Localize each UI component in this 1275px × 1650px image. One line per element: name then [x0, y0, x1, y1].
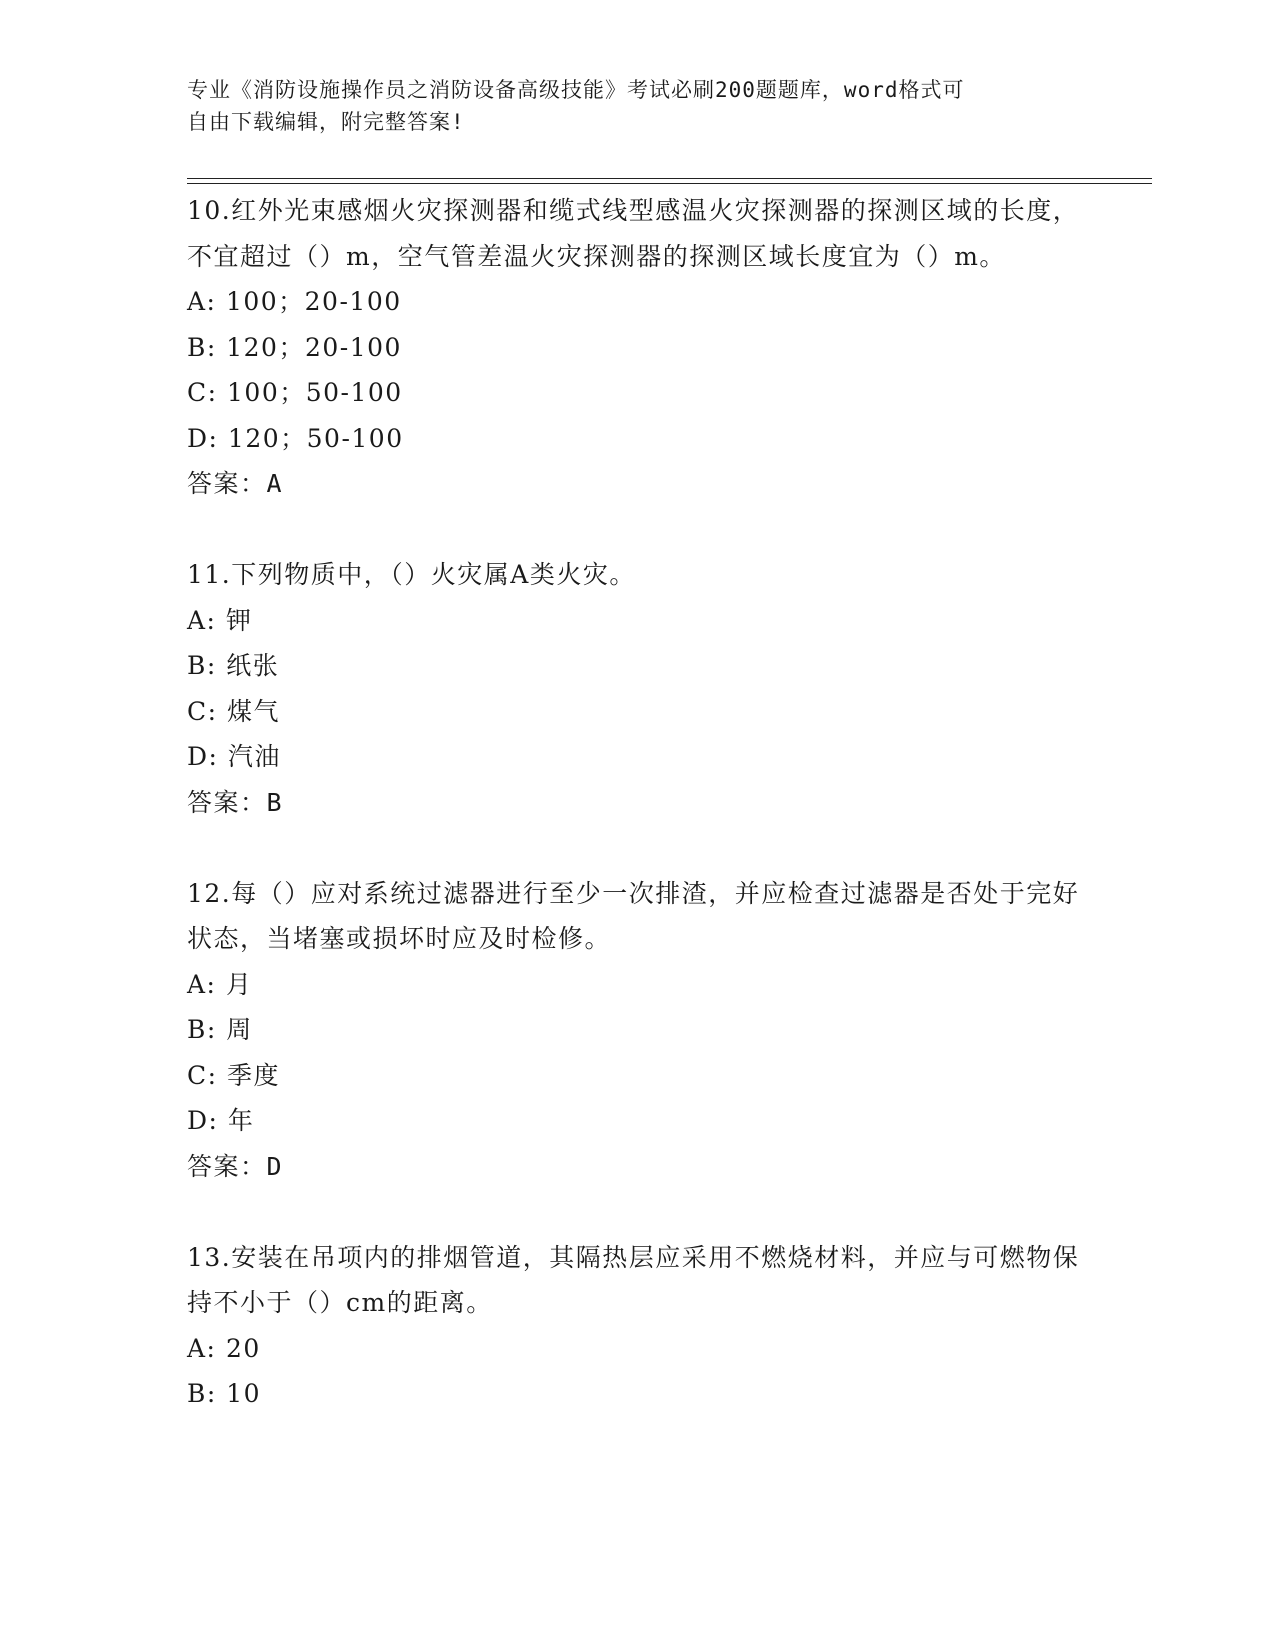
option-label: B:	[187, 1015, 217, 1044]
option-text: 季度	[227, 1060, 281, 1090]
header-line-2: 自由下载编辑，附完整答案!	[187, 110, 465, 134]
option-label: A:	[187, 287, 217, 316]
option-text: 年	[227, 1106, 255, 1135]
question-10	[187, 188, 1087, 507]
option-label: B:	[187, 332, 217, 362]
option-text: 20	[225, 1333, 261, 1363]
option-text: 100；50-100	[227, 378, 403, 407]
answer-label: 答案：	[187, 787, 267, 817]
question-12	[187, 871, 1087, 1190]
option-text: 10	[226, 1379, 262, 1408]
answer-value: D	[266, 1151, 284, 1181]
option-c	[187, 370, 1087, 416]
option-a	[187, 598, 1087, 644]
option-a	[187, 1326, 1087, 1372]
option-b	[187, 1007, 1087, 1053]
option-text: 煤气	[227, 696, 281, 726]
option-d	[187, 416, 1087, 462]
option-label: C:	[187, 1060, 218, 1090]
answer-value: B	[266, 787, 284, 817]
option-d	[187, 1098, 1087, 1144]
option-text: 钾	[225, 605, 253, 635]
option-c	[187, 1053, 1087, 1099]
option-label: B:	[187, 1379, 217, 1408]
header-divider-bottom	[187, 183, 1152, 184]
document-header	[187, 74, 1067, 138]
answer-line	[187, 780, 1087, 826]
answer-label: 答案：	[187, 1151, 267, 1181]
option-label: A:	[187, 605, 217, 635]
option-label: D:	[187, 742, 219, 771]
question-11	[187, 552, 1087, 825]
option-label: C:	[187, 378, 218, 407]
option-d	[187, 734, 1087, 780]
question-text: 12.每（）应对系统过滤器进行至少一次排渣，并应检查过滤器是否处于完好状态，当堵塞或损坏时应及时检修。	[187, 878, 1080, 953]
spacer	[187, 507, 1087, 553]
answer-line	[187, 1144, 1087, 1190]
option-label: D:	[187, 423, 219, 453]
question-13	[187, 1235, 1087, 1417]
option-text: 100；20-100	[225, 287, 402, 316]
option-label: D:	[187, 1106, 219, 1135]
option-a	[187, 279, 1087, 325]
option-text: 汽油	[227, 742, 281, 771]
option-a	[187, 962, 1087, 1008]
option-text: 纸张	[226, 651, 280, 680]
option-label: A:	[187, 1333, 217, 1363]
answer-label: 答案：	[187, 469, 267, 498]
question-text: 10.红外光束感烟火灾探测器和缆式线型感温火灾探测器的探测区域的长度，不宜超过（）m，空气管差温火灾探测器的探测区域长度宜为（）m。	[187, 196, 1080, 271]
option-c	[187, 689, 1087, 735]
question-text: 11.下列物质中，（）火灾属A类火灾。	[187, 560, 636, 589]
question-list	[187, 188, 1087, 1417]
option-label: C:	[187, 696, 218, 726]
option-text: 120；20-100	[226, 332, 402, 362]
header-line-1: 专业《消防设施操作员之消防设备高级技能》考试必刷200题题库，word格式可	[187, 78, 965, 102]
spacer	[187, 825, 1087, 871]
option-label: A:	[187, 969, 217, 999]
answer-line	[187, 461, 1087, 507]
option-b	[187, 325, 1087, 371]
spacer	[187, 1189, 1087, 1235]
question-text: 13.安装在吊项内的排烟管道，其隔热层应采用不燃烧材料，并应与可燃物保持不小于（）cm的距离。	[187, 1242, 1080, 1317]
answer-value: A	[266, 469, 284, 498]
option-text: 月	[225, 969, 253, 999]
option-b	[187, 1371, 1087, 1417]
option-text: 120；50-100	[227, 423, 404, 453]
option-label: B:	[187, 651, 217, 680]
option-text: 周	[226, 1015, 253, 1044]
header-divider-top	[187, 178, 1152, 179]
option-b	[187, 643, 1087, 689]
